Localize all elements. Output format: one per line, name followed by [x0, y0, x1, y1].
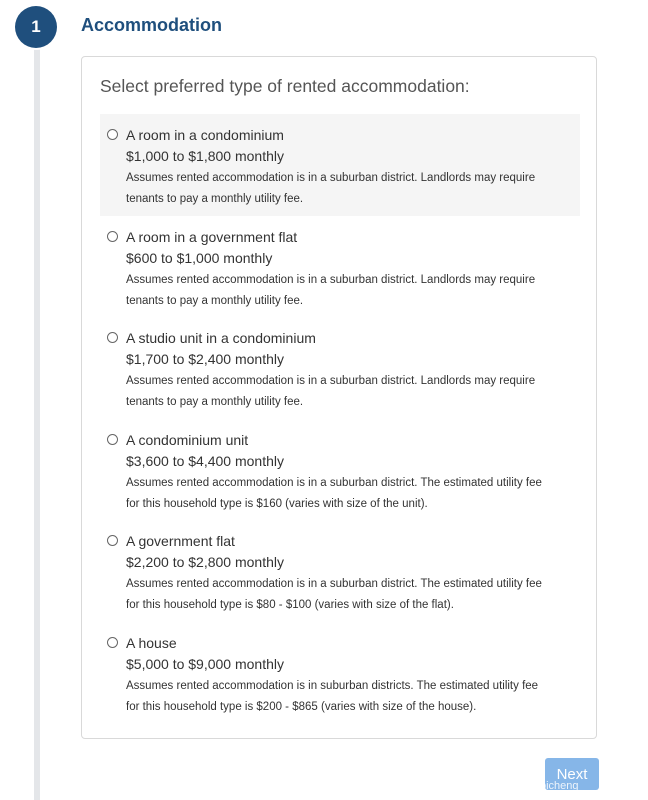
option-description	[126, 676, 570, 718]
option-price: $5,000 to $9,000 monthly	[126, 655, 285, 672]
radio-button[interactable]	[107, 129, 118, 140]
option-price: $600 to $1,000 monthly	[126, 249, 273, 266]
option-price: $1,000 to $1,800 monthly	[126, 148, 285, 164]
step-title: Accommodation	[81, 15, 223, 35]
option-description-line: tenants to pay a monthly utility fee.	[126, 193, 304, 205]
option-description-line: tenants to pay a monthly utility fee.	[126, 396, 304, 408]
option-room-government-flat[interactable]	[100, 216, 580, 318]
option-title: A room in a condominium	[126, 127, 284, 143]
step-number-badge: 1	[15, 6, 57, 48]
next-button[interactable]: Next	[545, 758, 599, 790]
option-title: A house	[126, 634, 177, 651]
option-description-line: tenants to pay a monthly utility fee.	[126, 294, 304, 307]
option-description	[126, 574, 570, 616]
option-description-line: Assumes rented accommodation is in suburban districts. The estimated utility fee	[126, 679, 539, 692]
question-card	[81, 56, 597, 739]
option-description	[126, 168, 570, 210]
radio-button[interactable]	[107, 637, 118, 648]
option-price: $2,200 to $2,800 monthly	[126, 554, 285, 570]
radio-button[interactable]	[107, 535, 118, 546]
option-description-line: Assumes rented accommodation is in a suburban district. The estimated utility fee	[126, 578, 542, 590]
options-list	[100, 114, 580, 723]
option-house[interactable]	[100, 622, 580, 724]
option-description-line: for this household type is $80 - $100 (varies with size of the flat).	[126, 599, 454, 611]
option-description-line: for this household type is $160 (varies with size of the unit).	[126, 497, 428, 510]
radio-button[interactable]	[107, 332, 118, 343]
option-title: A condominium unit	[126, 431, 249, 448]
question-text: Select preferred type of rented accommodation:	[100, 76, 470, 96]
option-government-flat[interactable]	[100, 520, 580, 622]
radio-button[interactable]	[107, 231, 118, 242]
option-description-line: Assumes rented accommodation is in a suburban district. The estimated utility fee	[126, 476, 542, 489]
option-description	[126, 473, 570, 515]
option-condominium-unit[interactable]	[100, 419, 580, 521]
option-price: $1,700 to $2,400 monthly	[126, 351, 285, 367]
option-description-line: for this household type is $200 - $865 (varies with size of the house).	[126, 700, 477, 713]
option-description	[126, 270, 570, 312]
option-title: A room in a government flat	[126, 228, 298, 245]
option-price: $3,600 to $4,400 monthly	[126, 452, 285, 469]
option-title: A government flat	[126, 533, 235, 549]
radio-button[interactable]	[107, 434, 118, 445]
progress-rail	[34, 40, 40, 800]
option-description-line: Assumes rented accommodation is in a suburban district. Landlords may require	[126, 375, 536, 387]
option-studio-unit[interactable]	[100, 317, 580, 419]
option-title: A studio unit in a condominium	[126, 330, 316, 346]
option-description	[126, 371, 570, 413]
option-description-line: Assumes rented accommodation is in a suburban district. Landlords may require	[126, 273, 536, 286]
option-room-condominium[interactable]	[100, 114, 580, 216]
watermark: bicheng	[540, 780, 579, 792]
option-description-line: Assumes rented accommodation is in a suburban district. Landlords may require	[126, 172, 536, 184]
